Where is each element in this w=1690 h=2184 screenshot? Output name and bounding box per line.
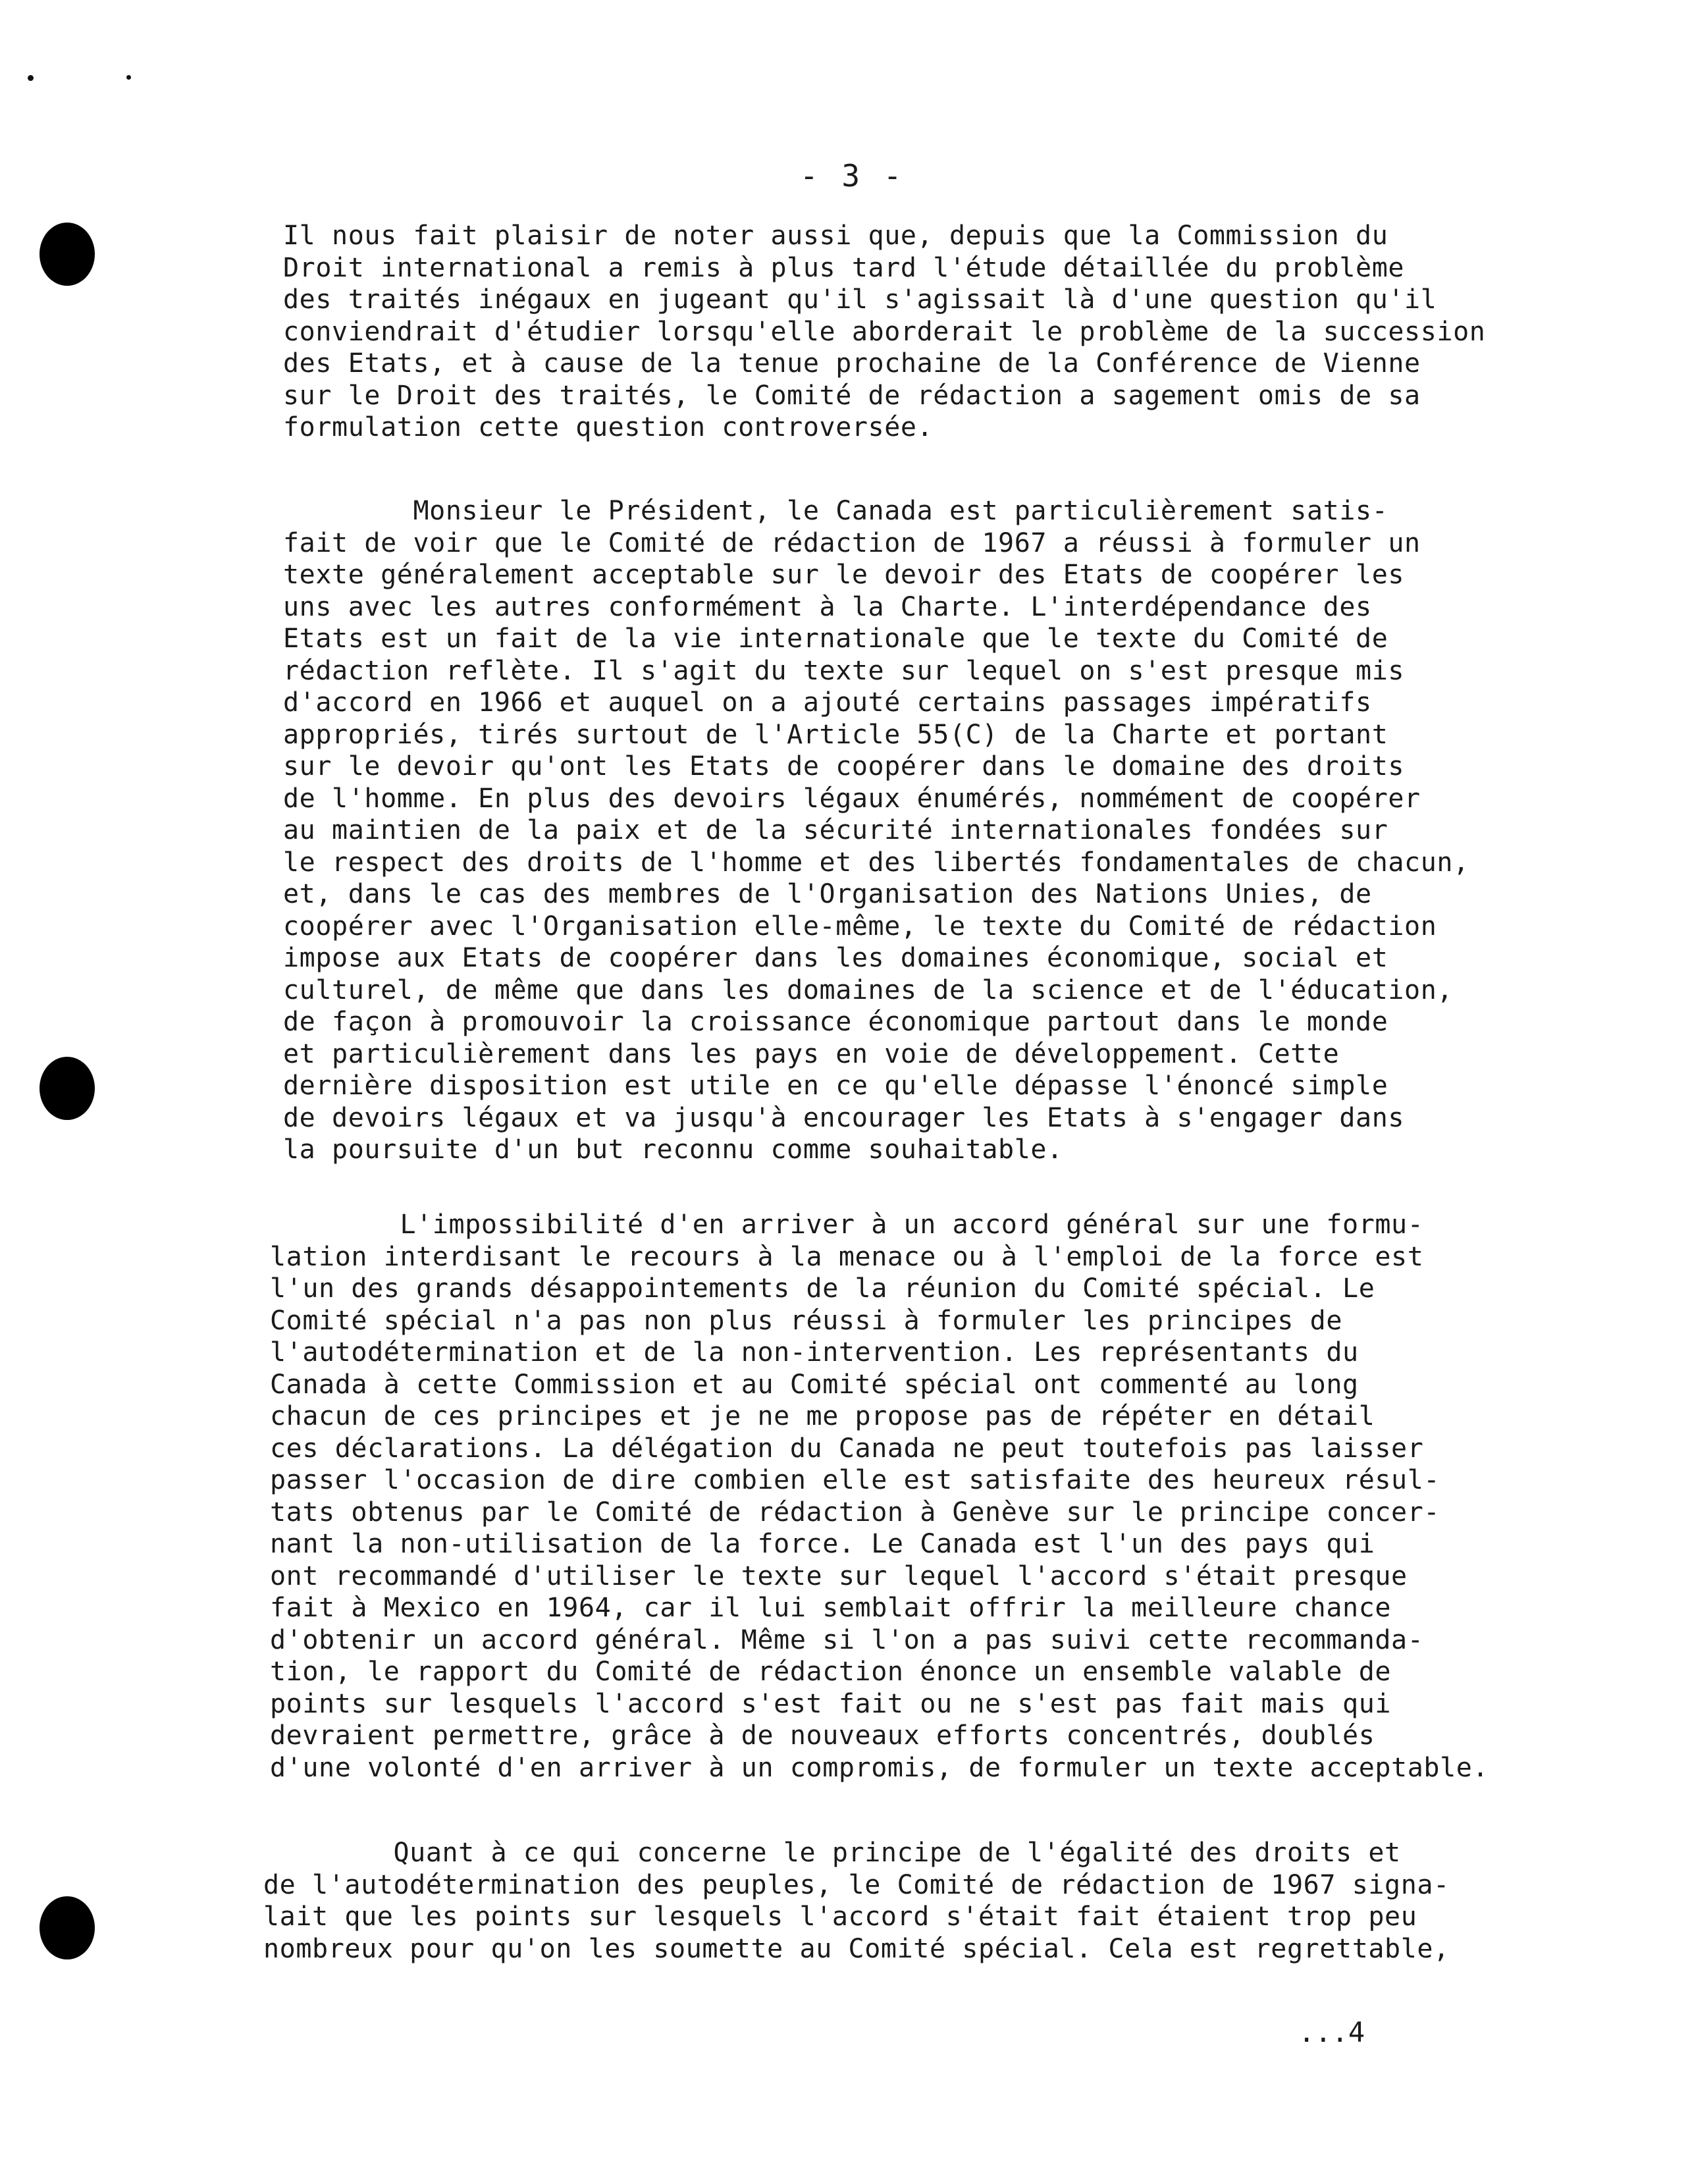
text-line: des traités inégaux en jugeant qu'il s'agissait là d'une question qu'il (283, 284, 1437, 315)
paragraph-3 (270, 1209, 1508, 1784)
text-line: texte généralement acceptable sur le devoir des Etats de coopérer les (283, 560, 1405, 590)
text-line: d'obtenir un accord général. Même si l'on a pas suivi cette recommanda- (270, 1624, 1424, 1655)
paragraph-1 (283, 220, 1521, 444)
text-line: lait que les points sur lesquels l'accord s'était fait étaient trop peu (263, 1902, 1417, 1932)
text-line: uns avec les autres conformément à la Charte. L'interdépendance des (283, 591, 1372, 622)
punch-hole (40, 223, 95, 286)
text-line: de l'autodétermination des peuples, le Comité de rédaction de 1967 signa- (263, 1869, 1450, 1900)
text-line: de devoirs légaux et va jusqu'à encourager les Etats à s'engager dans (283, 1102, 1405, 1133)
punch-hole (40, 1057, 95, 1120)
text-line: nombreux pour qu'on les soumette au Comité spécial. Cela est regrettable, (263, 1933, 1450, 1964)
text-line: formulation cette question controversée. (283, 412, 934, 442)
text-line: de façon à promouvoir la croissance économique partout dans le monde (283, 1007, 1388, 1037)
text-line: Comité spécial n'a pas non plus réussi à formuler les principes de (270, 1305, 1343, 1336)
text-line: de l'homme. En plus des devoirs légaux énumérés, nommément de coopérer (283, 783, 1421, 814)
text-line: fait à Mexico en 1964, car il lui semblait offrir la meilleure chance (270, 1593, 1392, 1623)
ink-speck (28, 75, 34, 81)
text-line: la poursuite d'un but reconnu comme souhaitable. (283, 1134, 1063, 1165)
text-line: d'accord en 1966 et auquel on a ajouté certains passages impératifs (283, 687, 1372, 718)
text-line: appropriés, tirés surtout de l'Article 55(C) de la Charte et portant (283, 719, 1388, 750)
text-line: sur le devoir qu'ont les Etats de coopérer dans le domaine des droits (283, 751, 1405, 782)
text-line: chacun de ces principes et je ne me propose pas de répéter en détail (270, 1401, 1375, 1431)
paragraph-2 (283, 495, 1521, 1166)
text-line: rédaction reflète. Il s'agit du texte sur lequel on s'est presque mis (283, 655, 1405, 686)
text-line: points sur lesquels l'accord s'est fait ou ne s'est pas fait mais qui (270, 1688, 1392, 1719)
text-line: dernière disposition est utile en ce qu'elle dépasse l'énoncé simple (283, 1071, 1388, 1101)
text-line: Droit international a remis à plus tard l'étude détaillée du problème (283, 252, 1405, 283)
text-line: fait de voir que le Comité de rédaction de 1967 a réussi à formuler un (283, 527, 1421, 558)
punch-hole (40, 1896, 95, 1959)
text-line: nant la non-utilisation de la force. Le Canada est l'un des pays qui (270, 1529, 1375, 1559)
text-line: l'un des grands désappointements de la réunion du Comité spécial. Le (270, 1273, 1375, 1304)
text-line: culturel, de même que dans les domaines de la science et de l'éducation, (283, 974, 1454, 1005)
ink-speck (126, 75, 131, 80)
text-line: des Etats, et à cause de la tenue prochaine de la Conférence de Vienne (283, 348, 1421, 379)
text-line: sur le Droit des traités, le Comité de rédaction a sagement omis de sa (283, 380, 1421, 411)
continuation-marker: ...4 (1298, 2016, 1365, 2048)
text-line: au maintien de la paix et de la sécurité internationales fondées sur (283, 815, 1388, 845)
text-line: Quant à ce qui concerne le principe de l'égalité des droits et (263, 1838, 1401, 1868)
text-line: passer l'occasion de dire combien elle est satisfaite des heureux résul- (270, 1465, 1440, 1495)
text-line: Etats est un fait de la vie internationale que le texte du Comité de (283, 624, 1388, 654)
text-line: Il nous fait plaisir de noter aussi que, depuis que la Commission du (283, 221, 1388, 251)
text-line: tats obtenus par le Comité de rédaction à Genève sur le principe concer- (270, 1497, 1440, 1528)
text-line: lation interdisant le recours à la menace ou à l'emploi de la force est (270, 1241, 1424, 1272)
text-line: ont recommandé d'utiliser le texte sur lequel l'accord s'était presque (270, 1560, 1408, 1591)
text-line: tion, le rapport du Comité de rédaction énonce un ensemble valable de (270, 1657, 1392, 1687)
text-line: le respect des droits de l'homme et des libertés fondamentales de chacun, (283, 847, 1469, 878)
text-line: conviendrait d'étudier lorsqu'elle aborderait le problème de la succession (283, 316, 1486, 347)
text-line: l'autodétermination et de la non-intervention. Les représentants du (270, 1337, 1359, 1368)
text-line: L'impossibilité d'en arriver à un accord général sur une formu- (270, 1210, 1424, 1240)
text-line: Canada à cette Commission et au Comité spécial ont commenté au long (270, 1369, 1359, 1400)
text-line: coopérer avec l'Organisation elle-même, le texte du Comité de rédaction (283, 911, 1437, 942)
text-line: d'une volonté d'en arriver à un compromis, de formuler un texte acceptable. (270, 1752, 1489, 1783)
page-number: - 3 - (800, 158, 905, 194)
text-line: Monsieur le Président, le Canada est particulièrement satis- (283, 496, 1388, 526)
text-line: et, dans le cas des membres de l'Organisation des Nations Unies, de (283, 879, 1372, 909)
text-line: devraient permettre, grâce à de nouveaux efforts concentrés, doublés (270, 1720, 1375, 1751)
paragraph-4 (263, 1837, 1501, 1965)
text-line: et particulièrement dans les pays en voie de développement. Cette (283, 1038, 1340, 1069)
text-line: ces déclarations. La délégation du Canada ne peut toutefois pas laisser (270, 1433, 1424, 1464)
text-line: impose aux Etats de coopérer dans les domaines économique, social et (283, 943, 1388, 973)
